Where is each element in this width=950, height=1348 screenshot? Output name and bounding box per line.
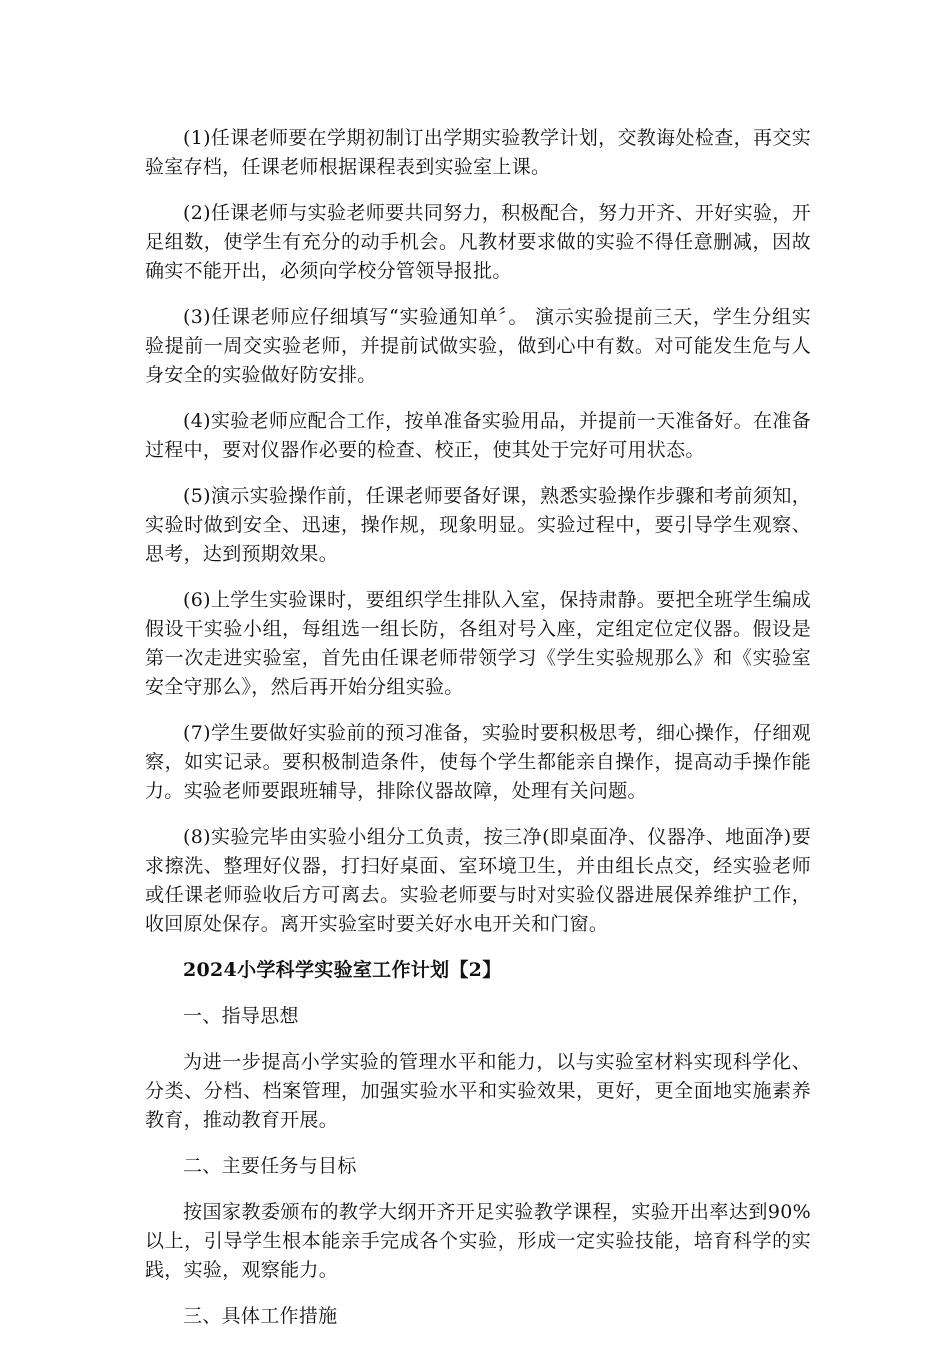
paragraph-6: (6)上学生实验课时，要组织学生排队入室，保持肃静。要把全班学生编成假设干实验小组，每组选一组长防，各组对号入座，定组定位定仪器。假设是第一次走进实验室，首先由任课老师带领学习《学生实验规那么》和《实验室安全守那么》，然后再开始分组实验。 bbox=[145, 589, 811, 698]
section-2-heading: 二、主要任务与目标 bbox=[183, 1155, 357, 1177]
paragraph-4: (4)实验老师应配合工作，按单准备实验用品，并提前一天准备好。在准备过程中，要对仪器作必要的检查、校正，使其处于完好可用状态。 bbox=[145, 410, 811, 461]
section-2-body: 按国家教委颁布的教学大纲开齐开足实验教学课程，实验开出率达到90%以上，引导学生根本能亲手完成各个实验，形成一定实验技能，培育科学的实践，实验，观察能力。 bbox=[145, 1201, 811, 1281]
section-3-heading: 三、具体工作措施 bbox=[183, 1305, 338, 1327]
section-title: 2024小学科学实验室工作计划【2】 bbox=[183, 959, 502, 981]
paragraph-7: (7)学生要做好实验前的预习准备，实验时要积极思考，细心操作，仔细观察，如实记录。要积极制造条件，使每个学生都能亲自操作，提高动手操作能力。实验老师要跟班辅导，排除仪器故障，处理有关问题。 bbox=[145, 722, 811, 802]
section-1-heading: 一、指导思想 bbox=[183, 1005, 299, 1027]
section-1-body: 为进一步提高小学实验的管理水平和能力，以与实验室材料实现科学化、分类、分档、档案管理，加强实验水平和实验效果，更好，更全面地实施素养教育，推动教育开展。 bbox=[145, 1051, 811, 1131]
paragraph-3: (3)任课老师应仔细填写“实验通知单〞。 演示实验提前三天，学生分组实验提前一周交实验老师，并提前试做实验，做到心中有数。对可能发生危与人身安全的实验做好防安排。 bbox=[145, 306, 811, 386]
paragraph-8: (8)实验完毕由实验小组分工负责，按三净(即桌面净、仪器净、地面净)要求擦洗、整理好仪器，打扫好桌面、室环境卫生，并由组长点交，经实验老师或任课老师验收后方可离去。实验老师要与时对实验仪器进展保养维护工作，收回原处保存。离开实验室时要关好水电开关和门窗。 bbox=[145, 826, 811, 935]
paragraph-2: (2)任课老师与实验老师要共同努力，积极配合，努力开齐、开好实验，开足组数，使学生有充分的动手机会。凡教材要求做的实验不得任意删减，因故确实不能开出，必须向学校分管领导报批。 bbox=[145, 202, 811, 282]
paragraph-5: (5)演示实验操作前，任课老师要备好课，熟悉实验操作步骤和考前须知，实验时做到安全、迅速，操作规，现象明显。实验过程中，要引导学生观察、思考，达到预期效果。 bbox=[145, 485, 811, 565]
paragraph-1: (1)任课老师要在学期初制订出学期实验教学计划，交教诲处检查，再交实验室存档，任课老师根据课程表到实验室上课。 bbox=[145, 127, 811, 178]
document-body bbox=[145, 124, 811, 1348]
